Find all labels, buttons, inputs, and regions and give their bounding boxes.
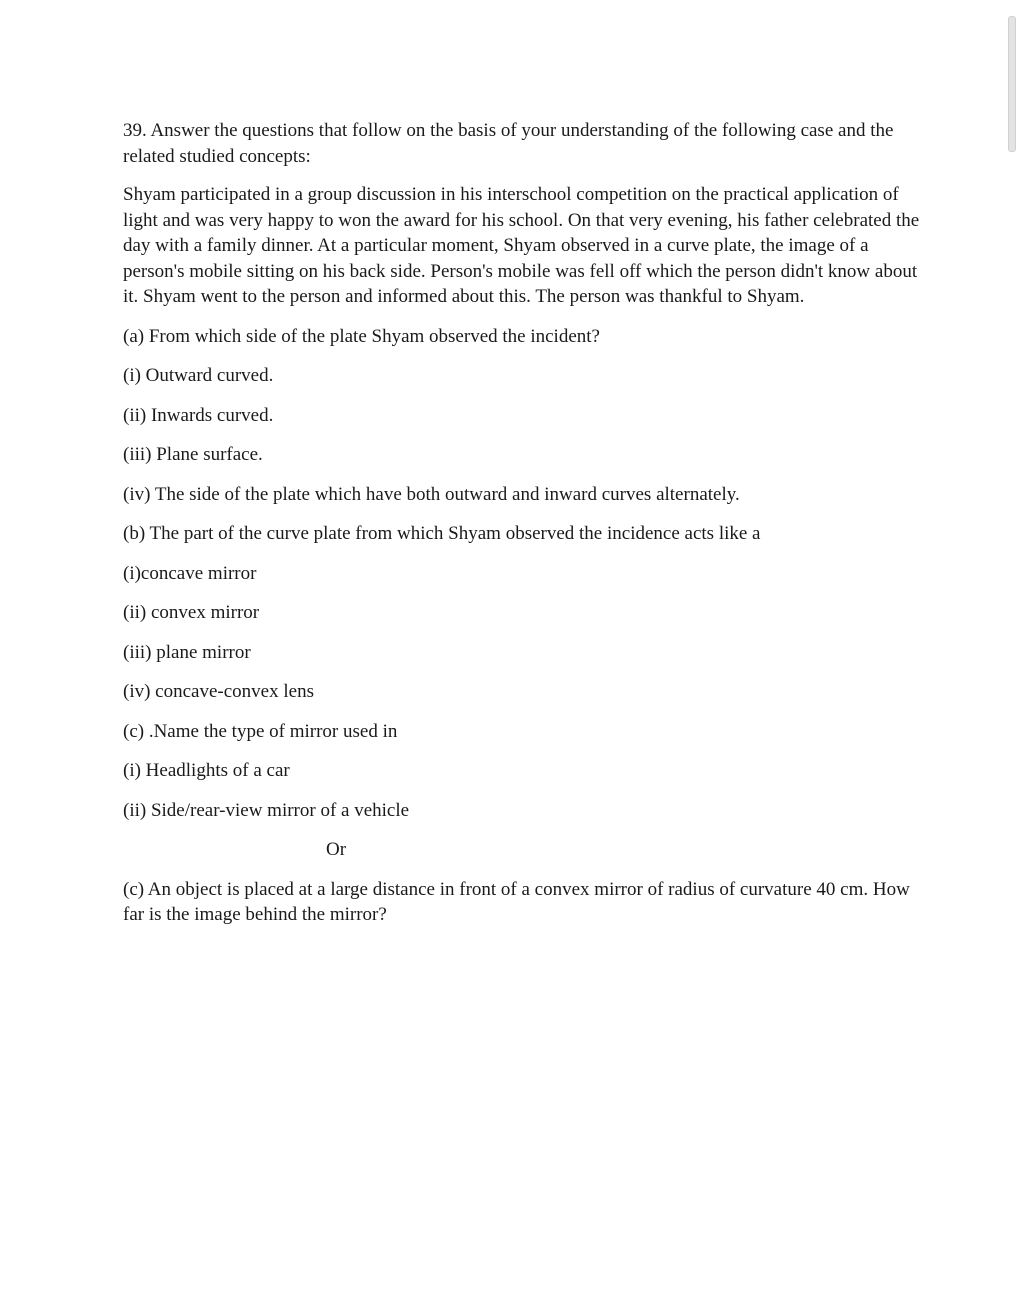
question-intro: 39. Answer the questions that follow on the basis of your understanding of the following case and the related studied concepts:	[123, 120, 894, 167]
part-a-prompt: (a) From which side of the plate Shyam observed the incident?	[123, 325, 600, 347]
part-a-option: (i) Outward curved.	[123, 365, 274, 386]
part-a-option: (iv) The side of the plate which have both outward and inward curves alternately.	[123, 483, 740, 505]
or-separator: Or	[326, 839, 347, 860]
scrollbar[interactable]	[1008, 16, 1016, 152]
part-b-option: (i)concave mirror	[123, 562, 257, 584]
part-a-option: (ii) Inwards curved.	[123, 404, 274, 426]
part-c-alternative: (c) An object is placed at a large distance in front of a convex mirror of radius of curvature 40 cm. How far is the image behind the mirror?	[123, 878, 910, 925]
case-paragraph: Shyam participated in a group discussion in his interschool competition on the practical application of light and was very happy to won the award for his school. On that very evening, his father celebrated the day with a family dinner. At a particular moment, Shyam observed in a curve plate, the image of a person's mobile sitting on his back side. Person's mobile was fell off which the person didn't know about it. Shyam went to the person and informed about this. The person was thankful to Shyam.	[123, 184, 920, 307]
part-c-option: (i) Headlights of a car	[123, 760, 290, 781]
part-a-option: (iii) Plane surface.	[123, 444, 263, 465]
part-b-option: (iii) plane mirror	[123, 641, 251, 663]
question-page	[123, 118, 923, 941]
part-b-option: (ii) convex mirror	[123, 602, 260, 623]
part-b-option: (iv) concave-convex lens	[123, 681, 314, 702]
part-c-option: (ii) Side/rear-view mirror of a vehicle	[123, 799, 410, 821]
part-b-prompt: (b) The part of the curve plate from which Shyam observed the incidence acts like a	[123, 523, 761, 544]
part-c-prompt: (c) .Name the type of mirror used in	[123, 720, 398, 742]
